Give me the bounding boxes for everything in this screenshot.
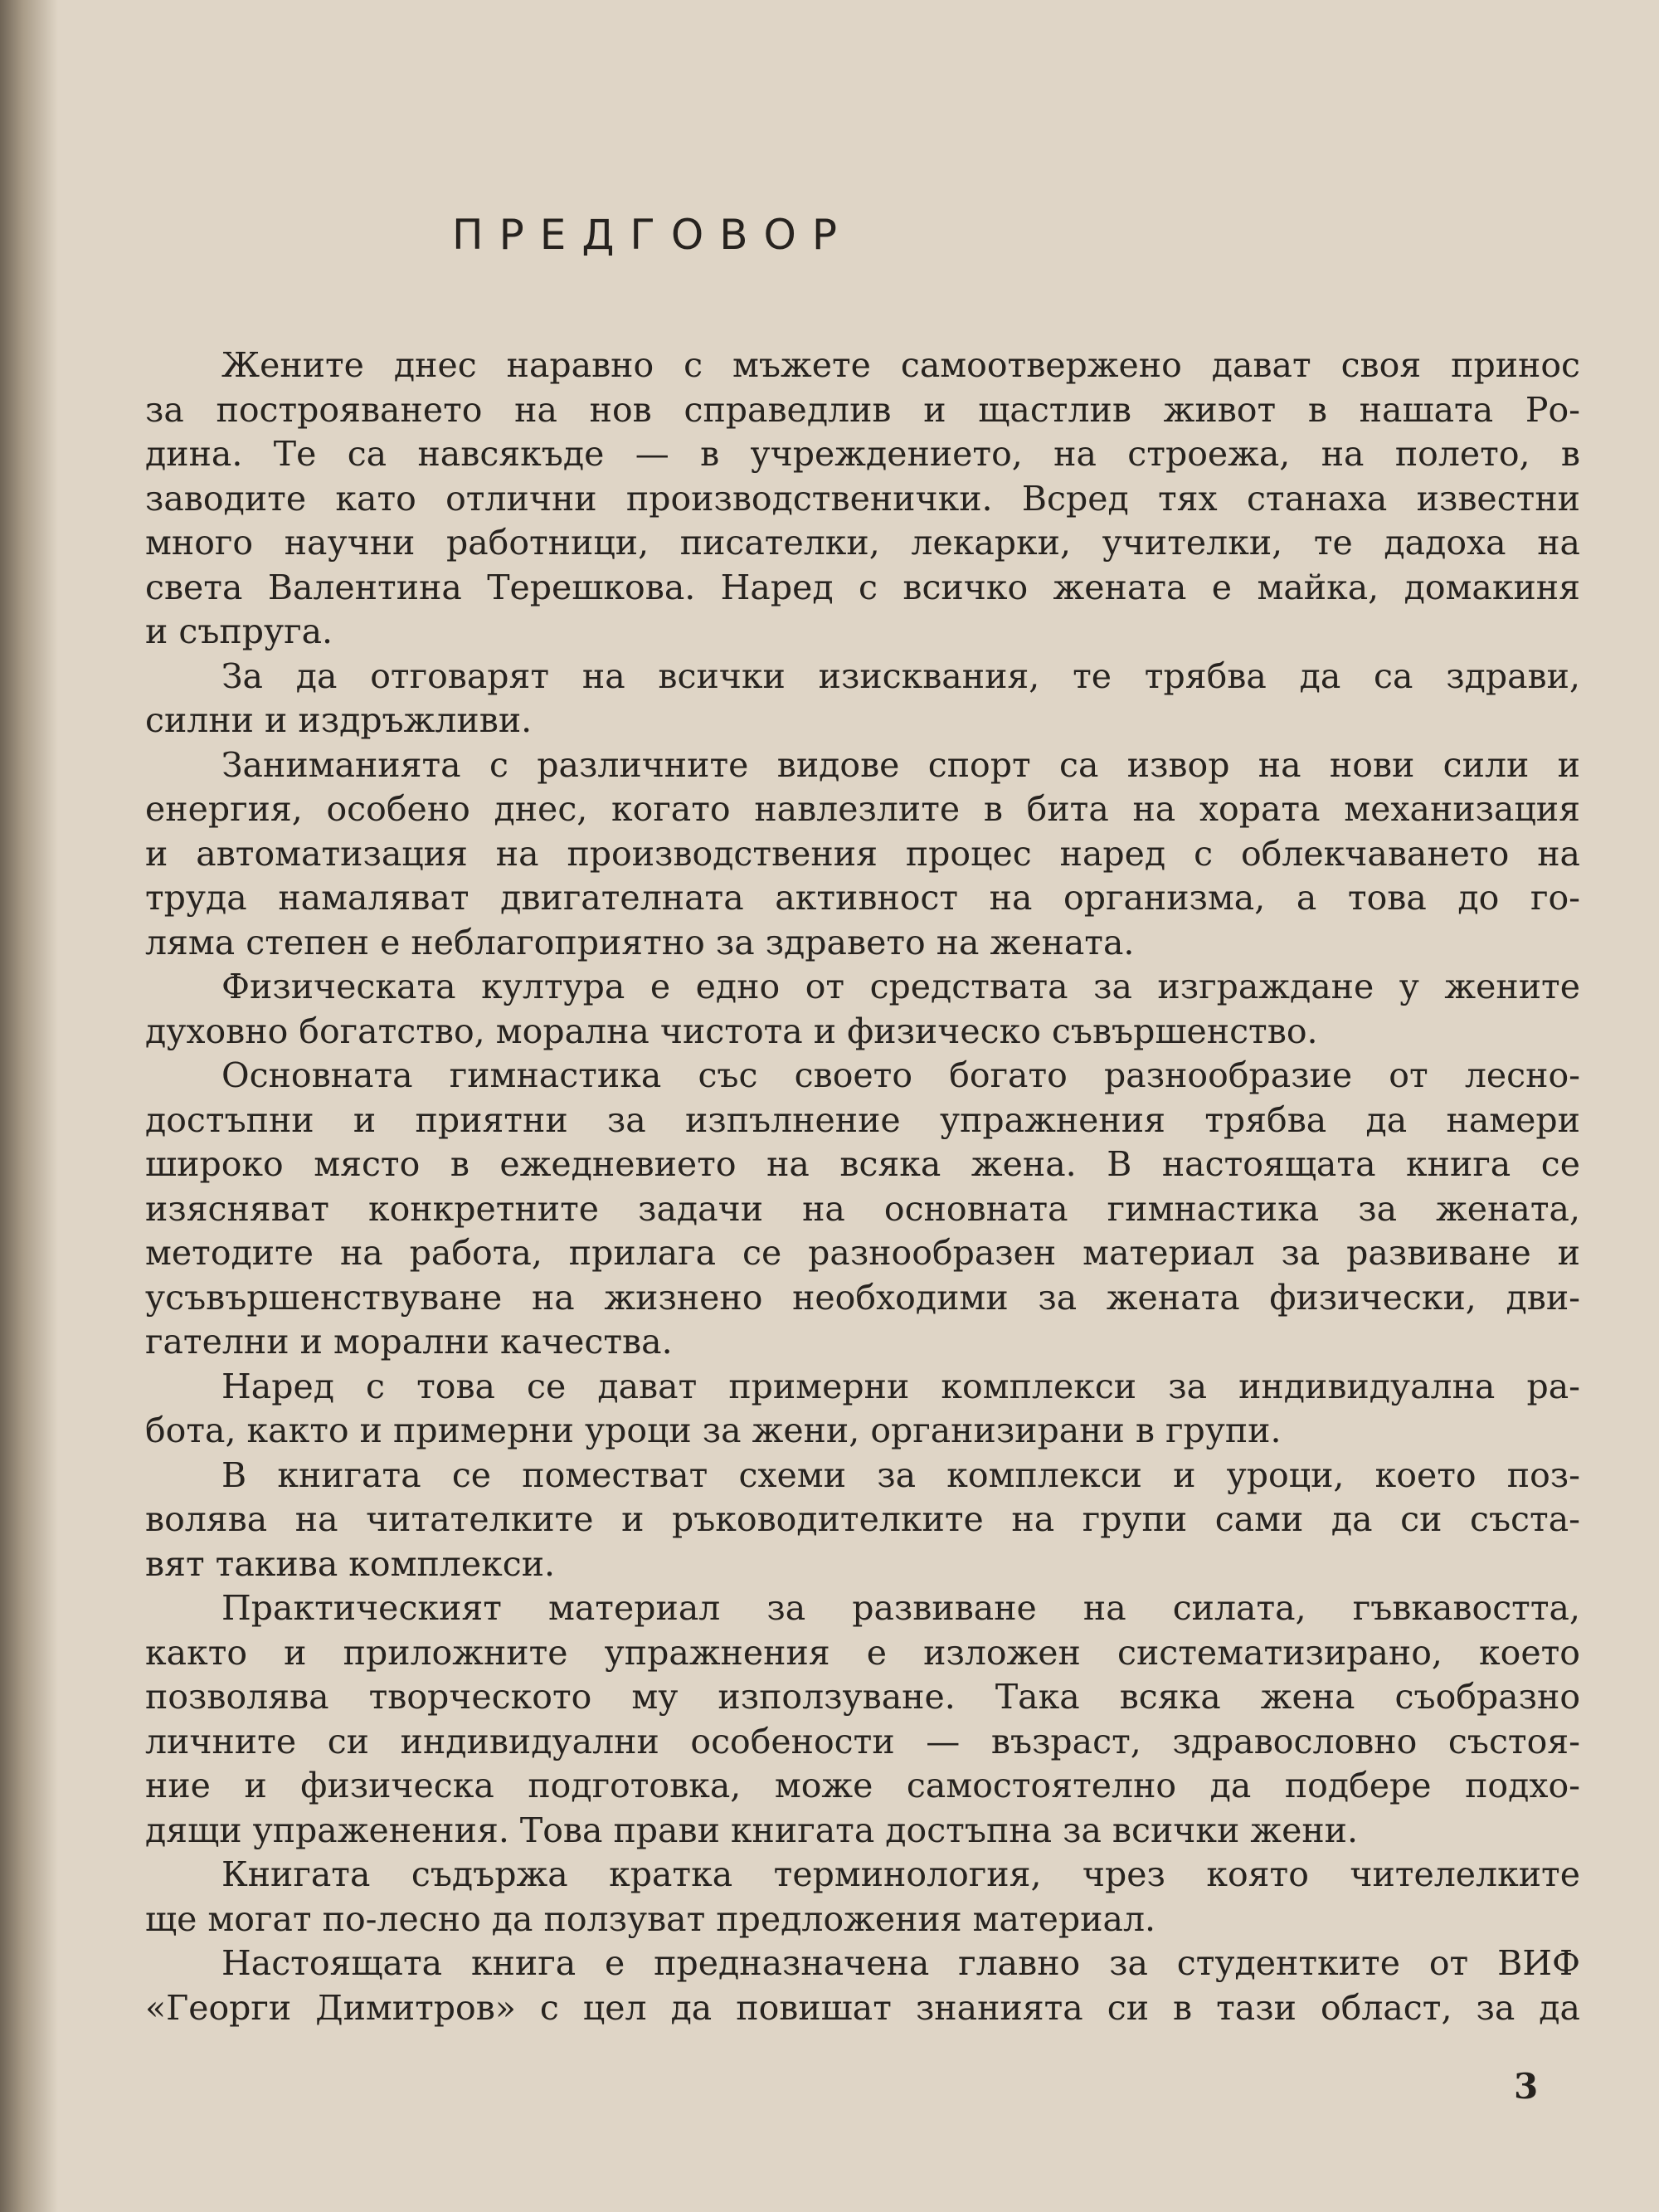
text-line: Жените днес наравно с мъжете самоотвержено дават своя принос [221,345,1580,385]
page-number: 3 [1514,2066,1539,2107]
text-line: и съпруга. [145,611,333,651]
text-line: личните си индивидуални особености — възраст, здравословно състоя- [145,1721,1580,1761]
binding-shadow [0,0,58,2212]
text-line: усъвършенствуване на жизнено необходими за жената физически, дви- [145,1277,1580,1318]
text-line: за построяването на нов справедлив и щастлив живот в нашата Ро- [145,389,1580,430]
text-line: енергия, особено днес, когато навлезлите в бита на хората механизация [145,789,1580,829]
text-line: гателни и морални качества. [145,1322,673,1362]
text-line: методите на работа, прилага се разнообразен материал за развиване и [145,1233,1580,1273]
text-line: дина. Те са навсякъде — в учреждението, на строежа, на полето, в [145,434,1580,474]
text-line: Основната гимнастика със своето богато разнообразие от лесно- [221,1055,1580,1095]
text-line: Заниманията с различните видове спорт са извор на нови сили и [221,744,1580,785]
text-line: широко място в ежедневието на всяка жена. В настоящата книга се [145,1144,1580,1184]
text-line: и автоматизация на производствения процес наред с облекчаването на [145,833,1580,874]
text-line: бота, както и примерни уроци за жени, организирани в групи. [145,1411,1282,1450]
text-line: ще могат по-лесно да ползуват предложения материал. [145,1898,1156,1939]
text-block [145,211,1580,2030]
text-line: ние и физическа подготовка, може самостоятелно да подбере подхо- [145,1766,1580,1805]
text-line: Настоящата книга е предназначена главно за студентките от ВИФ [221,1943,1580,1983]
text-line: достъпни и приятни за изпълнение упражнения трябва да намери [145,1099,1580,1140]
text-line: позволява творческото му използуване. Така всяка жена съобразно [145,1677,1580,1717]
text-line: духовно богатство, морална чистота и физическо съвършенство. [145,1011,1318,1051]
text-line: ляма степен е неблагоприятно за здравето на жената. [145,922,1135,962]
text-line: света Валентина Терешкова. Наред с всичко жената е майка, домакиня [145,567,1580,607]
text-line: вят такива комплекси. [145,1543,556,1584]
text-line: заводите като отлични производственички. Всред тях станаха известни [145,478,1580,519]
text-line: труда намаляват двигателната активност на организма, а това до го- [145,878,1580,918]
text-line: много научни работници, писателки, лекарки, учителки, те дадоха на [145,523,1580,563]
text-line: дящи упраженения. Това прави книгата достъпна за всички жени. [145,1810,1359,1850]
text-line: както и приложните упражнения е изложен систематизирано, което [145,1632,1580,1673]
text-line: Практическият материал за развиване на силата, гъвкавостта, [221,1588,1580,1628]
text-line: Наред с това се дават примерни комплекси за индивидуална ра- [221,1366,1580,1406]
text-line: волява на читателките и ръководителките на групи сами да си съста- [145,1499,1580,1539]
text-line: За да отговарят на всички изисквания, те трябва да са здрави, [221,655,1580,696]
body-text [145,343,1580,2030]
text-line: силни и издръжливи. [145,700,533,740]
text-line: В книгата се поместват схеми за комплекси и уроци, което поз- [221,1454,1580,1495]
text-line: Книгата съдържа кратка терминология, чрез която чителелките [221,1854,1580,1894]
text-line: Физическата култура е едно от средствата за изграждане у жените [221,967,1580,1006]
page-title: ПРЕДГОВОР [452,211,854,259]
text-line: «Георги Димитров» с цел да повишат знанията си в тази област, за да [145,1987,1580,2028]
text-line: изясняват конкретните задачи на основната гимнастика за жената, [145,1188,1580,1229]
